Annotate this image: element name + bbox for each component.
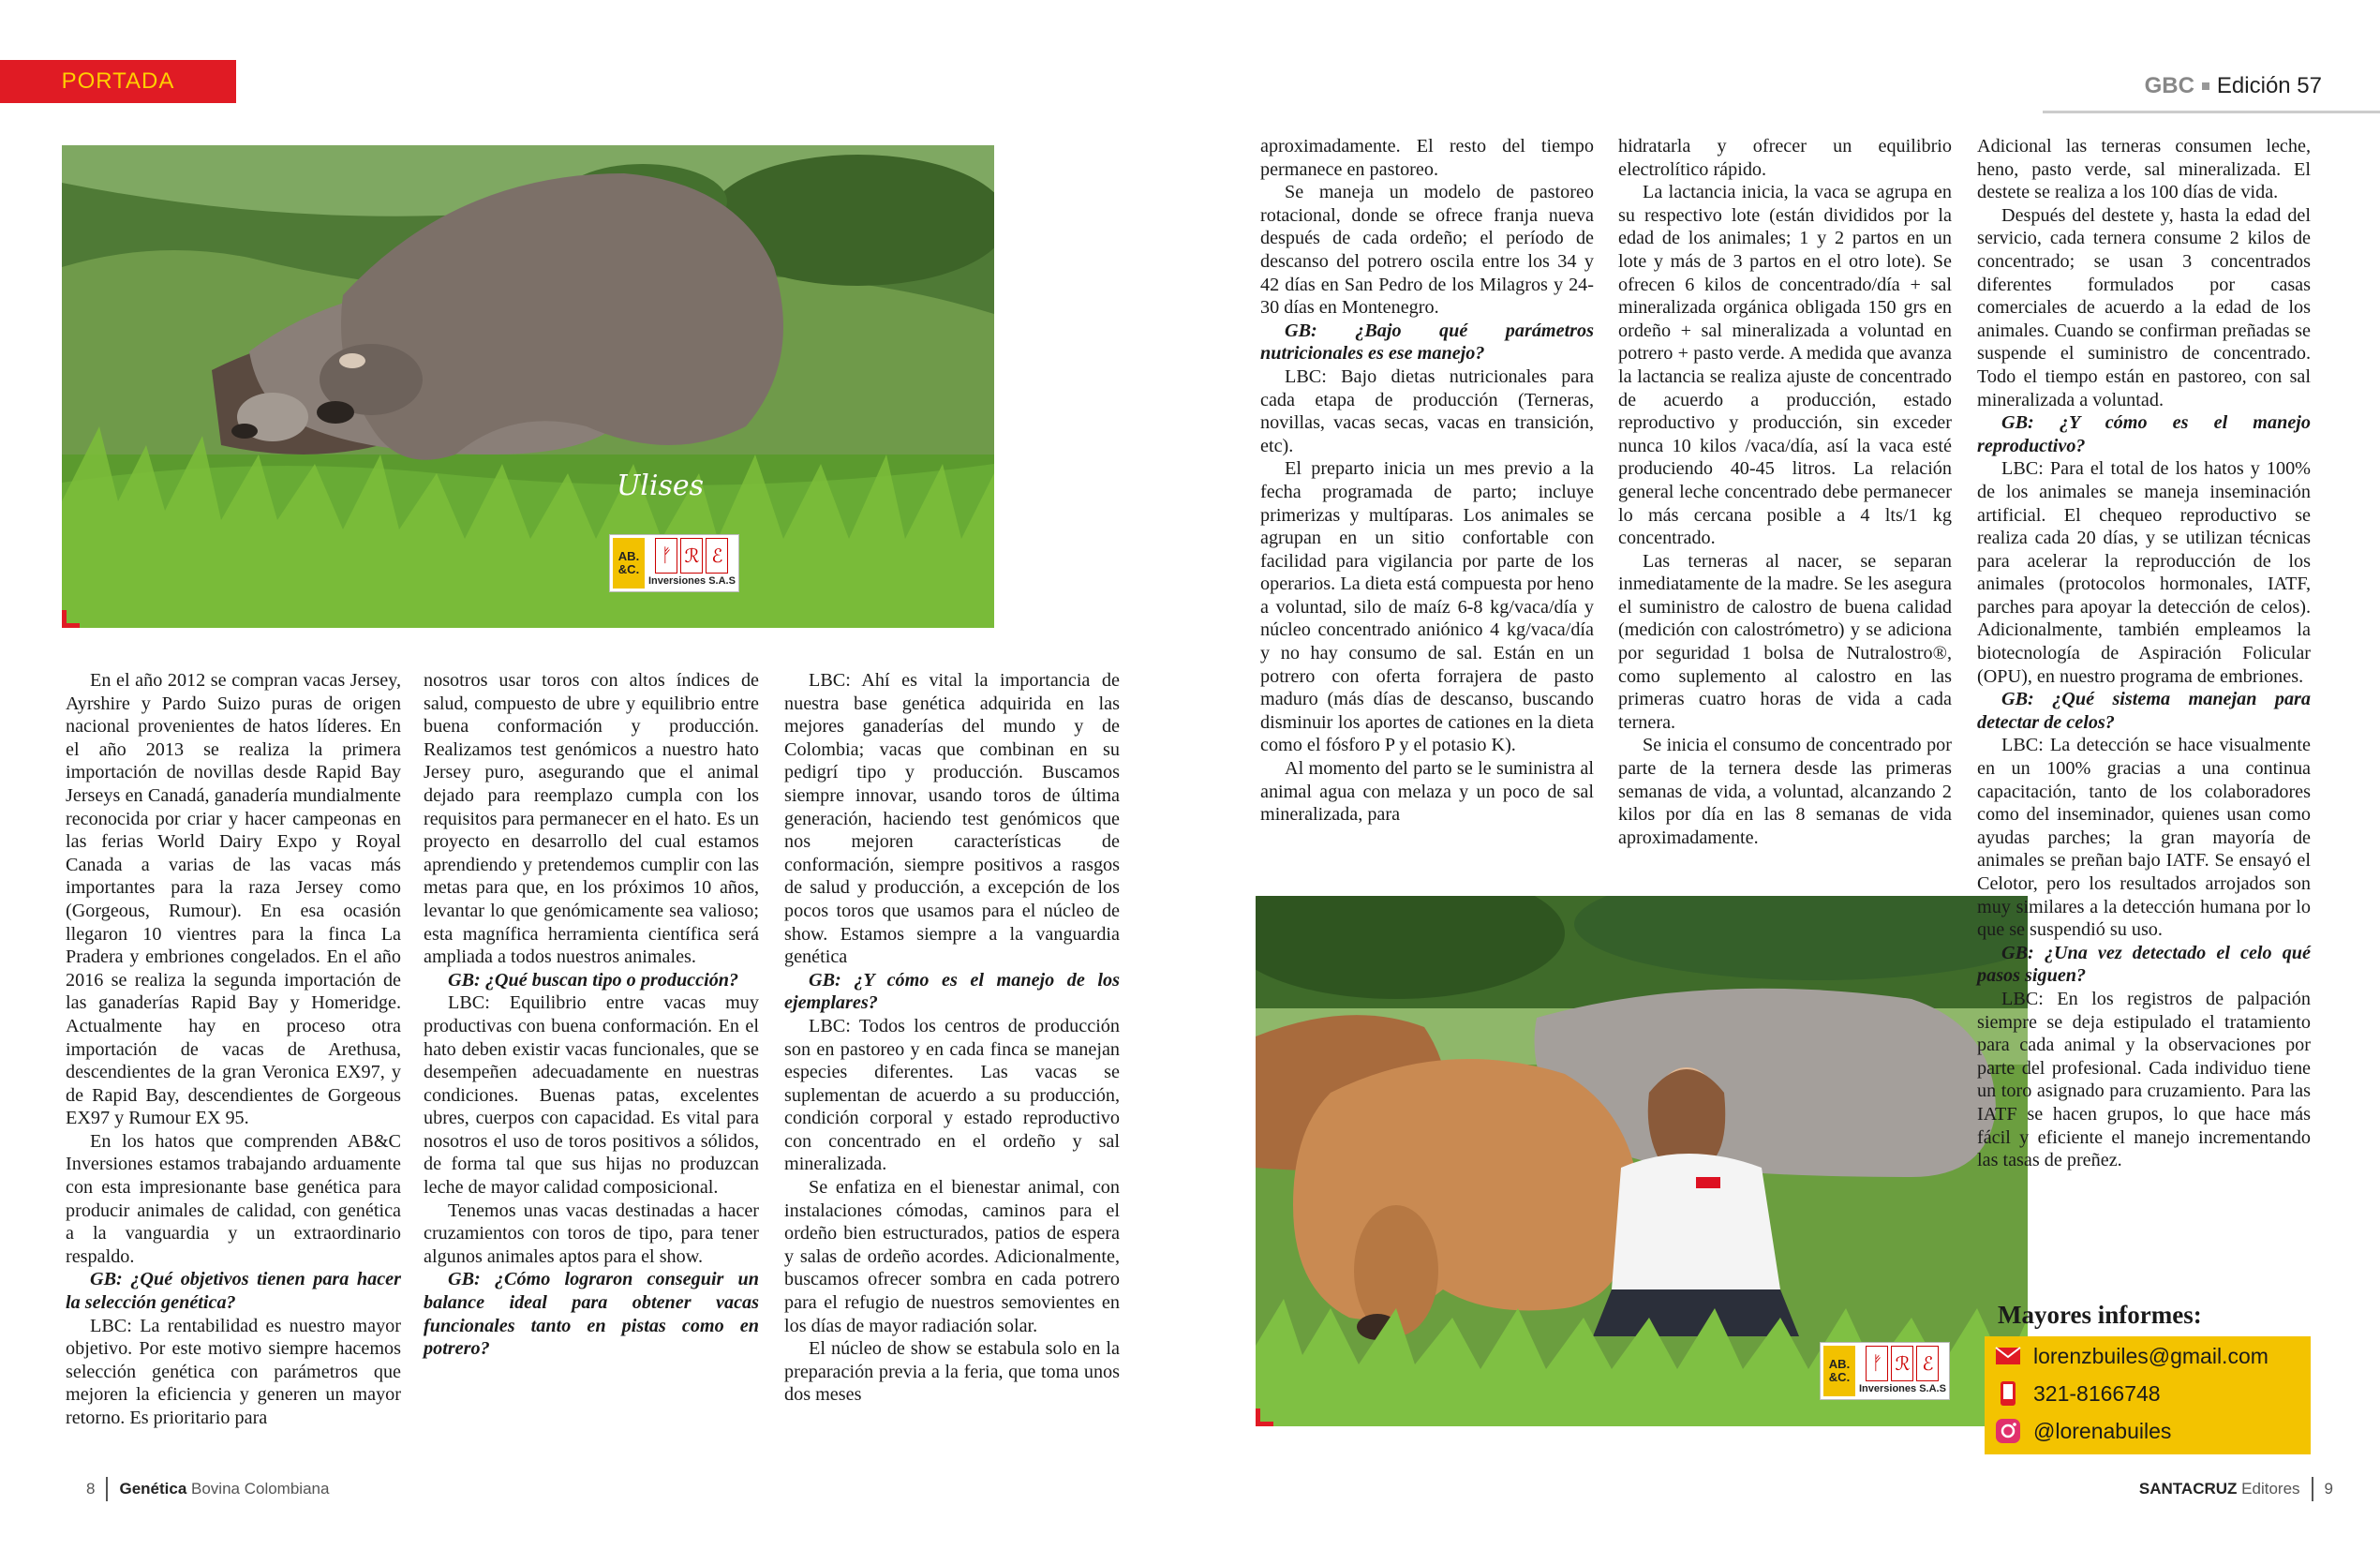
- interview-question: GB: ¿Qué objetivos tienen para hacer la selección genética?: [66, 1269, 401, 1314]
- paragraph: Al momento del parto se le suministra al animal agua con melaza y un poco de sal mineralizada, para: [1260, 758, 1594, 826]
- logo-ab-mark: AB. &C.: [1823, 1346, 1855, 1396]
- logo-horse-icon: ℛ: [1891, 1346, 1913, 1381]
- contact-title: Mayores informes:: [1998, 1301, 2202, 1329]
- contact-email-row: [1994, 1342, 2268, 1370]
- photo-corner-mark: [1256, 1408, 1273, 1426]
- cows-grazing-illustration: [62, 145, 994, 628]
- paragraph: LBC: Bajo dietas nutricionales para cada etapa de producción (Terneras, novillas, vacas secas, vacas en transición, etc).: [1260, 365, 1594, 456]
- logo-horse-icon: ℛ: [680, 538, 703, 574]
- text-column-3: [784, 669, 1120, 1407]
- paragraph: Adicional las terneras consumen leche, heno, pasto verde, sal mineralizada. El destete se realiza a los 100 días de vida.: [1977, 136, 2311, 203]
- interview-question: GB: ¿Qué buscan tipo o producción?: [448, 969, 739, 991]
- contact-box: [1985, 1336, 2311, 1454]
- envelope-icon: [1994, 1342, 2022, 1370]
- logo-figure-icon: ℰ: [706, 538, 728, 574]
- interview-question: GB: ¿Una vez detectado el celo qué pasos siguen?: [1977, 942, 2311, 987]
- footer-brand-bold: Genética: [119, 1480, 187, 1498]
- paragraph: Se maneja un modelo de pastoreo rotacional, donde se ofrece franja nueva después de cada ordeño; el período de descanso del potrero oscila entre los 34 y 42 días en San Pedro de los Milagros y 24-30 días en Montenegro.: [1260, 182, 1594, 319]
- paragraph: aproximadamente. El resto del tiempo permanece en pastoreo.: [1260, 136, 1594, 180]
- paragraph: Tenemos unas vacas destinadas a hacer cruzamientos con toros de tipo, para tener algunos animales aptos para el show.: [424, 1200, 759, 1267]
- paragraph: En el año 2012 se compran vacas Jersey, Ayrshire y Pardo Suizo puras de origen nacional provenientes de hatos líderes. En el año 2013 se realiza la primera importación de novillas desde Rapid Bay Jerseys en Canadá, ganadería mundialmente reconocida por criar y hacer campeonas en las ferias World Dairy Expo y Royal Canada a varias de las vacas más importantes para la raza Jersey como (Gorgeous, Rumour). En esa ocasión llegaron 10 vientres para la finca La Pradera y embriones congelados. En el año 2016 se realiza la segunda importación de las ganaderías Rapid Bay y Homeridge. Actualmente hay en proceso otra importación de vacas de Arethusa, descendientes de la gran Veronica EX97, y de Rapid Bay, descendientes de Gorgeous EX97 y Rumour EX 95.: [66, 670, 401, 1129]
- logo-caption: Inversiones S.A.S: [1859, 1383, 1946, 1394]
- contact-phone[interactable]: 321-8166748: [2033, 1380, 2161, 1406]
- ab-c-logo: [609, 534, 739, 592]
- paragraph: Las terneras al nacer, se separan inmediatamente de la madre. Se les asegura el suministro de calostro de buena calidad (medición con calostrómetro) y se adiciona por seguridad 1 bolsa de Nutralostro®, como suplemento al calostro en las primeras cuatro horas de vida a cada ternera.: [1618, 550, 1952, 733]
- woman-with-cows-photo: [1256, 896, 2028, 1426]
- footer-left: [86, 1477, 329, 1501]
- paragraph: La lactancia inicia, la vaca se agrupa en su respectivo lote (están divididos por la edad de los animales; 1 y 2 partos en un lote y más de 3 partos en el otro lote). Se ofrecen 6 kilos de concentrado/día + sal mineralizada orgánica obligada 150 grs en ordeño + sal mineralizada a voluntad en potrero + pasto verde. A medida que avanza la lactancia se realiza ajuste de concentrado de acuerdo a producción, estado reproductivo y producción, sin exceder nunca 10 kilos /vaca/día, así la vaca esté produciendo 40-45 litros. La relación general leche concentrado debe permanecer lo más cercana posible a 4 lts/1 kg concentrado.: [1618, 182, 1952, 549]
- interview-question: GB: ¿Y cómo es el manejo reproductivo?: [1977, 412, 2311, 456]
- contact-email[interactable]: lorenzbuiles@gmail.com: [2033, 1343, 2268, 1368]
- header-rule: [2043, 111, 2380, 113]
- paragraph: hidratarla y ofrecer un equilibrio electrolítico rápido.: [1618, 136, 1952, 180]
- interview-question: GB: ¿Cómo lograron conseguir un balance ideal para obtener vacas funcionales tanto en pistas como en potrero?: [424, 1269, 759, 1360]
- paragraph: Se inicia el consumo de concentrado por parte de la ternera desde las primeras semanas de vida, a voluntad, alcanzando 2 kilos por día en las 8 semanas de vida aproximadamente.: [1618, 735, 1952, 848]
- photographer-signature: Ulises: [617, 469, 705, 502]
- interview-question: GB: ¿Bajo qué parámetros nutricionales es ese manejo?: [1260, 320, 1594, 365]
- cows-grazing-photo: [62, 145, 994, 628]
- paragraph: LBC: Todos los centros de producción son en pastoreo y en cada finca se manejan especies diferentes. Las vacas se suplementan de acuerdo a su producción, condición corporal y estado reproductivo con concentrado en el ordeño y sal mineralizada.: [784, 1015, 1120, 1175]
- square-bullet-icon: [2202, 82, 2209, 90]
- logo-ab-mark: AB. &C.: [613, 538, 645, 589]
- paragraph: LBC: En los registros de palpación siempre se deja estipulado el tratamiento para cada animal y la observaciones por parte del profesional. Cada individuo tiene un toro asignado para cruzamiento. Para las IATF se hacen grupos, lo que hace más fácil y eficiente el manejo incrementando las tasas de preñez.: [1977, 988, 2311, 1171]
- phone-icon: [1994, 1379, 2022, 1408]
- interview-question: GB: ¿Qué sistema manejan para detectar de celos?: [1977, 689, 2311, 733]
- text-column-2: [424, 669, 759, 1361]
- contact-instagram-row: [1994, 1417, 2171, 1445]
- paragraph: LBC: Para el total de los hatos y 100% de los animales se maneja inseminación artificial. El chequeo reproductivo se realiza cada 20 días, y se utilizan técnicas para acelerar la reproducción de los animales (protocolos hormonales, IATF, parches para apoyar la detección de celos). Adicionalmente, también empleamos la biotecnología de Aspiración Folicular (OPU), en nuestro programa de embriones.: [1977, 458, 2311, 687]
- footer-divider: [106, 1477, 108, 1501]
- paragraph: LBC: Equilibrio entre vacas muy productivas con buena conformación. En el hato deben existir vacas funcionales, que se desempeñen adecuadamente en nuestras condiciones. Buenas patas, excelentes ubres, cuerpos con capacidad. Es vital para nosotros el uso de toros positivos a sólidos, de forma tal que sus hijas no produzcan leche de mayor calidad composicional.: [424, 992, 759, 1199]
- ab-c-logo-2: [1820, 1342, 1950, 1400]
- logo-figure-icon: ℰ: [1916, 1346, 1939, 1381]
- logo-caption: Inversiones S.A.S: [648, 575, 736, 587]
- brand-label: GBC: [2144, 73, 2194, 98]
- footer-right: [2139, 1477, 2333, 1501]
- paragraph: El núcleo de show se estabula solo en la preparación previa a la feria, que toma unos dos meses: [784, 1338, 1120, 1406]
- footer-publisher-rest: Editores: [2241, 1480, 2300, 1498]
- contact-phone-row: [1994, 1379, 2161, 1408]
- text-column-6: [1977, 135, 2311, 1172]
- footer-divider: [2312, 1477, 2313, 1501]
- paragraph: LBC: La rentabilidad es nuestro mayor objetivo. Por este motivo siempre hacemos selección genética con parámetros que mejoren la eficiencia y generen un mayor retorno. Es prioritario para: [66, 1315, 401, 1428]
- edition-header: [2145, 73, 2322, 99]
- paragraph: Después del destete y, hasta la edad del servicio, cada ternera consume 2 kilos de concentrado; se usan 3 concentrados diferentes formulados por casas comerciales de acuerdo a la edad de los animales. Cuando se confirman preñadas se suspende el suministro de concentrado. Todo el tiempo están en pastoreo, con sal mineralizada a voluntad.: [1977, 204, 2311, 410]
- text-column-1: [66, 669, 401, 1430]
- edition-label: Edición 57: [2216, 73, 2322, 98]
- paragraph: nosotros usar toros con altos índices de salud, compuesto de ubre y equilibrio entre buena conformación y producción. Realizamos test genómicos a nuestro hato Jersey puro, asegurando que el animal dejado para reemplazo cumpla con los requisitos para permanecer en el hato. Es un proyecto en desarrollo del cual estamos aprendiendo y pretendemos cumplir con las metas para que, en los próximos 10 años, levantar lo que genómicamente sea valioso; esta magnífica herramienta científica será ampliada a todos nuestros animales.: [424, 670, 759, 968]
- instagram-icon: [1994, 1417, 2022, 1445]
- interview-question: GB: ¿Y cómo es el manejo de los ejemplares?: [784, 969, 1120, 1014]
- page-number-left: 8: [86, 1480, 96, 1498]
- paragraph: Se enfatiza en el bienestar animal, con instalaciones cómodas, caminos para el ordeño bien estructurados, patios de espera y salas de ordeño acordes. Adicionalmente, buscamos ofrecer sombra en cada potrero para el refugio de nuestros semovientes en los días de mayor radiación solar.: [784, 1177, 1120, 1336]
- section-label: PORTADA: [0, 60, 236, 103]
- logo-cow-icon: ᚠ: [655, 538, 677, 574]
- paragraph: El preparto inicia un mes previo a la fecha programada de parto; incluye primerizas y multíparas. Los animales se agrupan en un sitio confortable con facilidad para vigilancia por parte de los operarios. La dieta está compuesta por heno a voluntad, silo de maíz 6-8 kg/vaca/día y núcleo concentrado aniónico 4 kg/vaca/día y no hay consumo de sal. Están en un potrero con oferta forrajera de pasto maduro (más días de descanso, buscando disminuir los aportes de cationes en la dieta como el fósforo P y el potasio K).: [1260, 458, 1594, 756]
- text-column-5: [1618, 135, 1952, 849]
- contact-instagram[interactable]: @lorenabuiles: [2033, 1418, 2172, 1443]
- text-column-4: [1260, 135, 1594, 827]
- paragraph: LBC: La detección se hace visualmente en un 100% gracias a una continua capacitación, tanto de los colaboradores como del inseminador, quienes usan como ayudas parches; la gran mayoría de animales se preñan bajo IATF. Se ensayó el Celotor, pero los resultados arrojados son muy similares a la detección humana por lo que se suspendió su uso.: [1977, 735, 2311, 941]
- photo-corner-mark: [62, 610, 80, 628]
- paragraph: LBC: Ahí es vital la importancia de nuestra base genética adquirida en las mejores ganaderías del mundo y de Colombia; vacas que combinan en su pedigrí tipo y producción. Buscamos siempre innovar, usando toros de última generación, haciendo test genómicos que nos mejoren características de conformación, siempre positivos a rasgos de salud y producción, a excepción de los pocos toros que usamos para el núcleo de show. Estamos siempre a la vanguardia genética: [784, 670, 1120, 968]
- footer-publisher-bold: SANTACRUZ: [2138, 1480, 2238, 1498]
- paragraph: En los hatos que comprenden AB&C Inversiones estamos trabajando arduamente con esta impresionante base genética para producir animales de calidad, con genética a la vanguardia y un extraordinario respaldo.: [66, 1130, 401, 1267]
- footer-brand-rest: Bovina Colombiana: [191, 1480, 330, 1498]
- page-number-right: 9: [2324, 1480, 2333, 1498]
- logo-cow-icon: ᚠ: [1866, 1346, 1888, 1381]
